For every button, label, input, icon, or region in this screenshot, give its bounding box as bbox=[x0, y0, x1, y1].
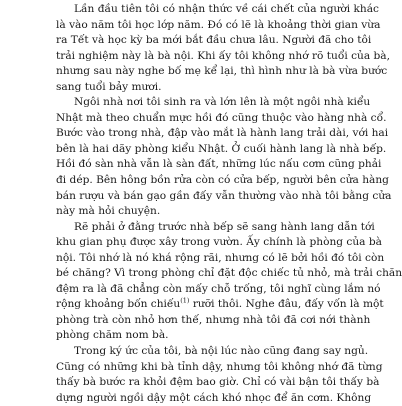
text-line: ra Tết và học kỳ ba mới bắt đầu chưa lâu. Người đã cho tôi bbox=[56, 34, 372, 47]
text-line: Cũng có những khi bà tỉnh dậy, nhưng tôi không nhớ đã từng bbox=[56, 360, 383, 373]
text-line: Lần đầu tiên tôi có nhận thức về cái chết của người khác bbox=[74, 3, 379, 15]
text-line: này mà hỏi chuyện. bbox=[56, 205, 161, 218]
paragraph-3 bbox=[56, 220, 402, 344]
text-line: nhưng sau này nghe bố mẹ kể lại, thì hình như là bà vừa bước bbox=[56, 65, 388, 78]
body-text bbox=[56, 2, 402, 406]
text-line: Ngôi nhà nơi tôi sinh ra và lớn lên là một ngôi nhà kiểu bbox=[74, 96, 371, 109]
text-line: Bước vào trong nhà, đập vào mắt là hành lang trải dài, với hai bbox=[56, 127, 389, 140]
text-line: Nhật mà theo chuẩn mực hồi đó cũng thuộc vào hàng nhà cổ. bbox=[56, 111, 387, 124]
text-line: Trong ký ức của tôi, bà nội lúc nào cũng đang say ngủ. bbox=[74, 345, 369, 358]
text-line: phòng trà còn nhỏ hơn thế, nhưng nhà tôi đã cơi nới thành bbox=[56, 313, 371, 326]
text-line: thấy bà bước ra khỏi đệm bao giờ. Chỉ có vài bận tôi thấy bà bbox=[56, 376, 380, 389]
text-line: khu gian phụ được xây trong vườn. Ấy chính là phòng của bà bbox=[56, 236, 382, 249]
text-line: đệm ra là đã chẳng còn mấy chỗ trống, tôi nghĩ cùng lắm nó bbox=[56, 282, 381, 295]
text-line: Hồi đó sàn nhà vẫn là sàn đất, những lúc nấu cơm cũng phải bbox=[56, 158, 382, 171]
paragraph-4 bbox=[56, 344, 383, 406]
text-line: bên là hai dãy phòng kiểu Nhật. Ở cuối hành lang là nhà bếp. bbox=[56, 142, 387, 155]
text-line: dựng người ngồi dậy một cách khó nhọc để ăn cơm. Không bbox=[56, 391, 372, 404]
text-line: đi dép. Bên hông bồn rửa còn có cửa bếp, người bên cửa hàng bbox=[56, 174, 389, 187]
text-line: sang tuổi bảy mươi. bbox=[56, 80, 162, 93]
paragraph-2 bbox=[56, 95, 392, 219]
text-line: bán rượu và bán gạo gần đấy vẫn thường vào nhà tôi bằng cửa bbox=[56, 189, 392, 202]
text-line: bé chăng? Vì trong phòng chỉ đặt độc chiếc tủ nhỏ, mà trải chăn bbox=[56, 267, 402, 280]
paragraph-1 bbox=[56, 2, 390, 95]
text-line-with-footnote: rộng khoảng bốn chiếu$^{(1)}$ rưỡi thôi. Nghe đâu, đấy vốn là một bbox=[56, 296, 384, 311]
text-line: Rẽ phải ở đằng trước nhà bếp sẽ sang hành lang dẫn tới bbox=[74, 220, 375, 233]
footnote-marker: (1) bbox=[180, 296, 190, 305]
text-line: phòng chăm nom bà. bbox=[56, 329, 169, 342]
text-line: là vào năm tôi học lớp năm. Đó có lẽ là khoảng thời gian vừa bbox=[56, 18, 381, 31]
text-line: trải nghiệm này là bà nội. Khi ấy tôi không nhớ rõ tuổi của bà, bbox=[56, 49, 390, 62]
text-line: nội. Tôi nhớ là nó khá rộng rãi, nhưng có lẽ bởi hồi đó tôi còn bbox=[56, 251, 385, 264]
